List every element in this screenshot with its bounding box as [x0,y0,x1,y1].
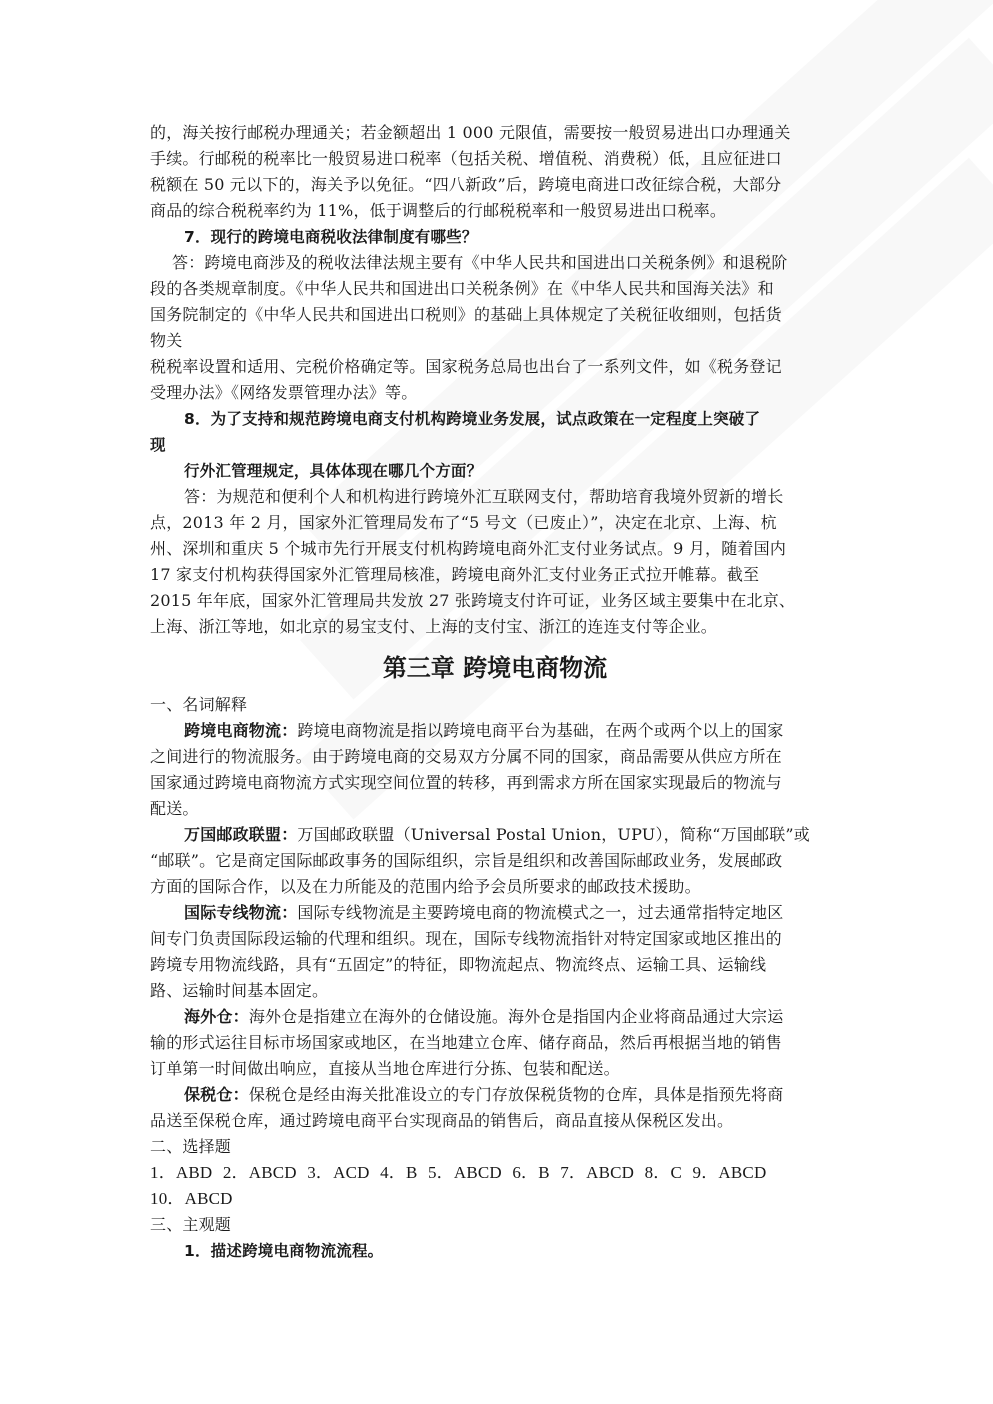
subjective-question-1: 1．描述跨境电商物流流程。 [184,1242,384,1260]
text-line: 订单第一时间做出响应，直接从当地仓库进行分拣、包装和配送。 [150,1059,620,1078]
text-line: 的，海关按行邮税办理通关；若金额超出 1 000 元限值，需要按一般贸易进出口办理通关 [150,123,791,142]
text-line: 上海、浙江等地，如北京的易宝支付、上海的支付宝、浙江的连连支付等企业。 [150,617,718,636]
text-line: “邮联”。它是商定国际邮政事务的国际组织，宗旨是组织和改善国际邮政业务，发展邮政 [150,851,783,870]
text-line: 输的形式运往目标市场国家或地区，在当地建立仓库、储存商品，然后再根据当地的销售 [150,1033,782,1052]
term-label: 万国邮政联盟： [184,825,298,844]
section-heading-choices: 二、选择题 [150,1137,232,1156]
text-line: 品送至保税仓库，通过跨境电商平台实现商品的销售后，商品直接从保税区发出。 [150,1111,734,1130]
text-line: 配送。 [150,799,199,818]
text-line: 之间进行的物流服务。由于跨境电商的交易双方分属不同的国家，商品需要从供应方所在 [150,747,782,766]
term-label: 跨境电商物流： [184,721,298,740]
page-content [150,120,840,1264]
text-line: 17 家支付机构获得国家外汇管理局核准，跨境电商外汇支付业务正式拉开帷幕。截至 [150,565,760,584]
choice-answers-line: 1．ABD 2．ABCD 3．ACD 4．B 5．ABCD 6．B 7．ABCD 8．C 9．ABCD [150,1163,767,1182]
section-heading-subjective: 三、主观题 [150,1215,232,1234]
term-entry [150,900,840,1004]
text-line: 间专门负责国际段运输的代理和组织。现在，国际专线物流指针对特定国家或地区推出的 [150,929,782,948]
text-line: 国家通过跨境电商物流方式实现空间位置的转移，再到需求方所在国家实现最后的物流与 [150,773,782,792]
term-text: 国际专线物流是主要跨境电商的物流模式之一，过去通常指特定地区 [297,903,784,922]
text-line: 2015 年年底，国家外汇管理局共发放 27 张跨境支付许可证，业务区域主要集中在北京、 [150,591,796,610]
question-7: 7．现行的跨境电商税收法律制度有哪些？ [184,228,478,246]
text-line: 物关 [150,331,183,350]
answer-7 [150,250,840,406]
choice-answers-line: 10．ABCD [150,1189,233,1208]
text-line: 跨境专用物流线路，具有“五固定”的特征，即物流起点、物流终点、运输工具、运输线 [150,955,767,974]
term-entry [150,1082,840,1134]
text-line: 方面的国际合作，以及在力所能及的范围内给予会员所要求的邮政技术援助。 [150,877,701,896]
text-line: 行外汇管理规定，具体体现在哪几个方面？ [184,462,483,480]
text-line: 答：跨境电商涉及的税收法律法规主要有《中华人民共和国进出口关税条例》和退税阶 [172,253,788,272]
answer-8 [150,484,840,640]
text-line: 8．为了支持和规范跨境电商支付机构跨境业务发展，试点政策在一定程度上突破了 [184,410,761,428]
term-entry [150,1004,840,1082]
term-entry [150,822,840,900]
term-entry [150,718,840,822]
term-text: 万国邮政联盟（Universal Postal Union，UPU），简称“万国邮联”或 [297,825,811,844]
paragraph-continuation [150,120,840,224]
text-line: 国务院制定的《中华人民共和国进出口税则》的基础上具体规定了关税征收细则，包括货 [150,305,782,324]
text-line: 现 [150,436,166,454]
text-line: 税额在 50 元以下的，海关予以免征。“四八新政”后，跨境电商进口改征综合税，大部分 [150,175,782,194]
term-label: 海外仓： [184,1007,249,1026]
chapter-title: 第三章 跨境电商物流 [382,654,608,682]
text-line: 手续。行邮税的税率比一般贸易进口税率（包括关税、增值税、消费税）低，且应征进口 [150,149,782,168]
term-text: 保税仓是经由海关批准设立的专门存放保税货物的仓库，具体是指预先将商 [248,1085,784,1104]
question-8 [150,406,840,484]
term-label: 国际专线物流： [184,903,298,922]
term-text: 海外仓是指建立在海外的仓储设施。海外仓是指国内企业将商品通过大宗运 [248,1007,784,1026]
text-line: 段的各类规章制度。《中华人民共和国进出口关税条例》在《中华人民共和国海关法》和 [150,279,774,298]
text-line: 点，2013 年 2 月，国家外汇管理局发布了“5 号文（已废止）”，决定在北京、上海、杭 [150,513,777,532]
text-line: 受理办法》《网络发票管理办法》等。 [150,383,418,402]
text-line: 商品的综合税税率约为 11%，低于调整后的行邮税税率和一般贸易进出口税率。 [150,201,727,220]
text-line: 答：为规范和便利个人和机构进行跨境外汇互联网支付，帮助培育我境外贸新的增长 [184,487,784,506]
term-text: 跨境电商物流是指以跨境电商平台为基础，在两个或两个以上的国家 [297,721,784,740]
term-label: 保税仓： [184,1085,249,1104]
text-line: 路、运输时间基本固定。 [150,981,329,1000]
text-line: 税税率设置和适用、完税价格确定等。国家税务总局也出台了一系列文件，如《税务登记 [150,357,782,376]
section-heading-terms: 一、名词解释 [150,695,248,714]
text-line: 州、深圳和重庆 5 个城市先行开展支付机构跨境电商外汇支付业务试点。9 月，随着国内 [150,539,787,558]
